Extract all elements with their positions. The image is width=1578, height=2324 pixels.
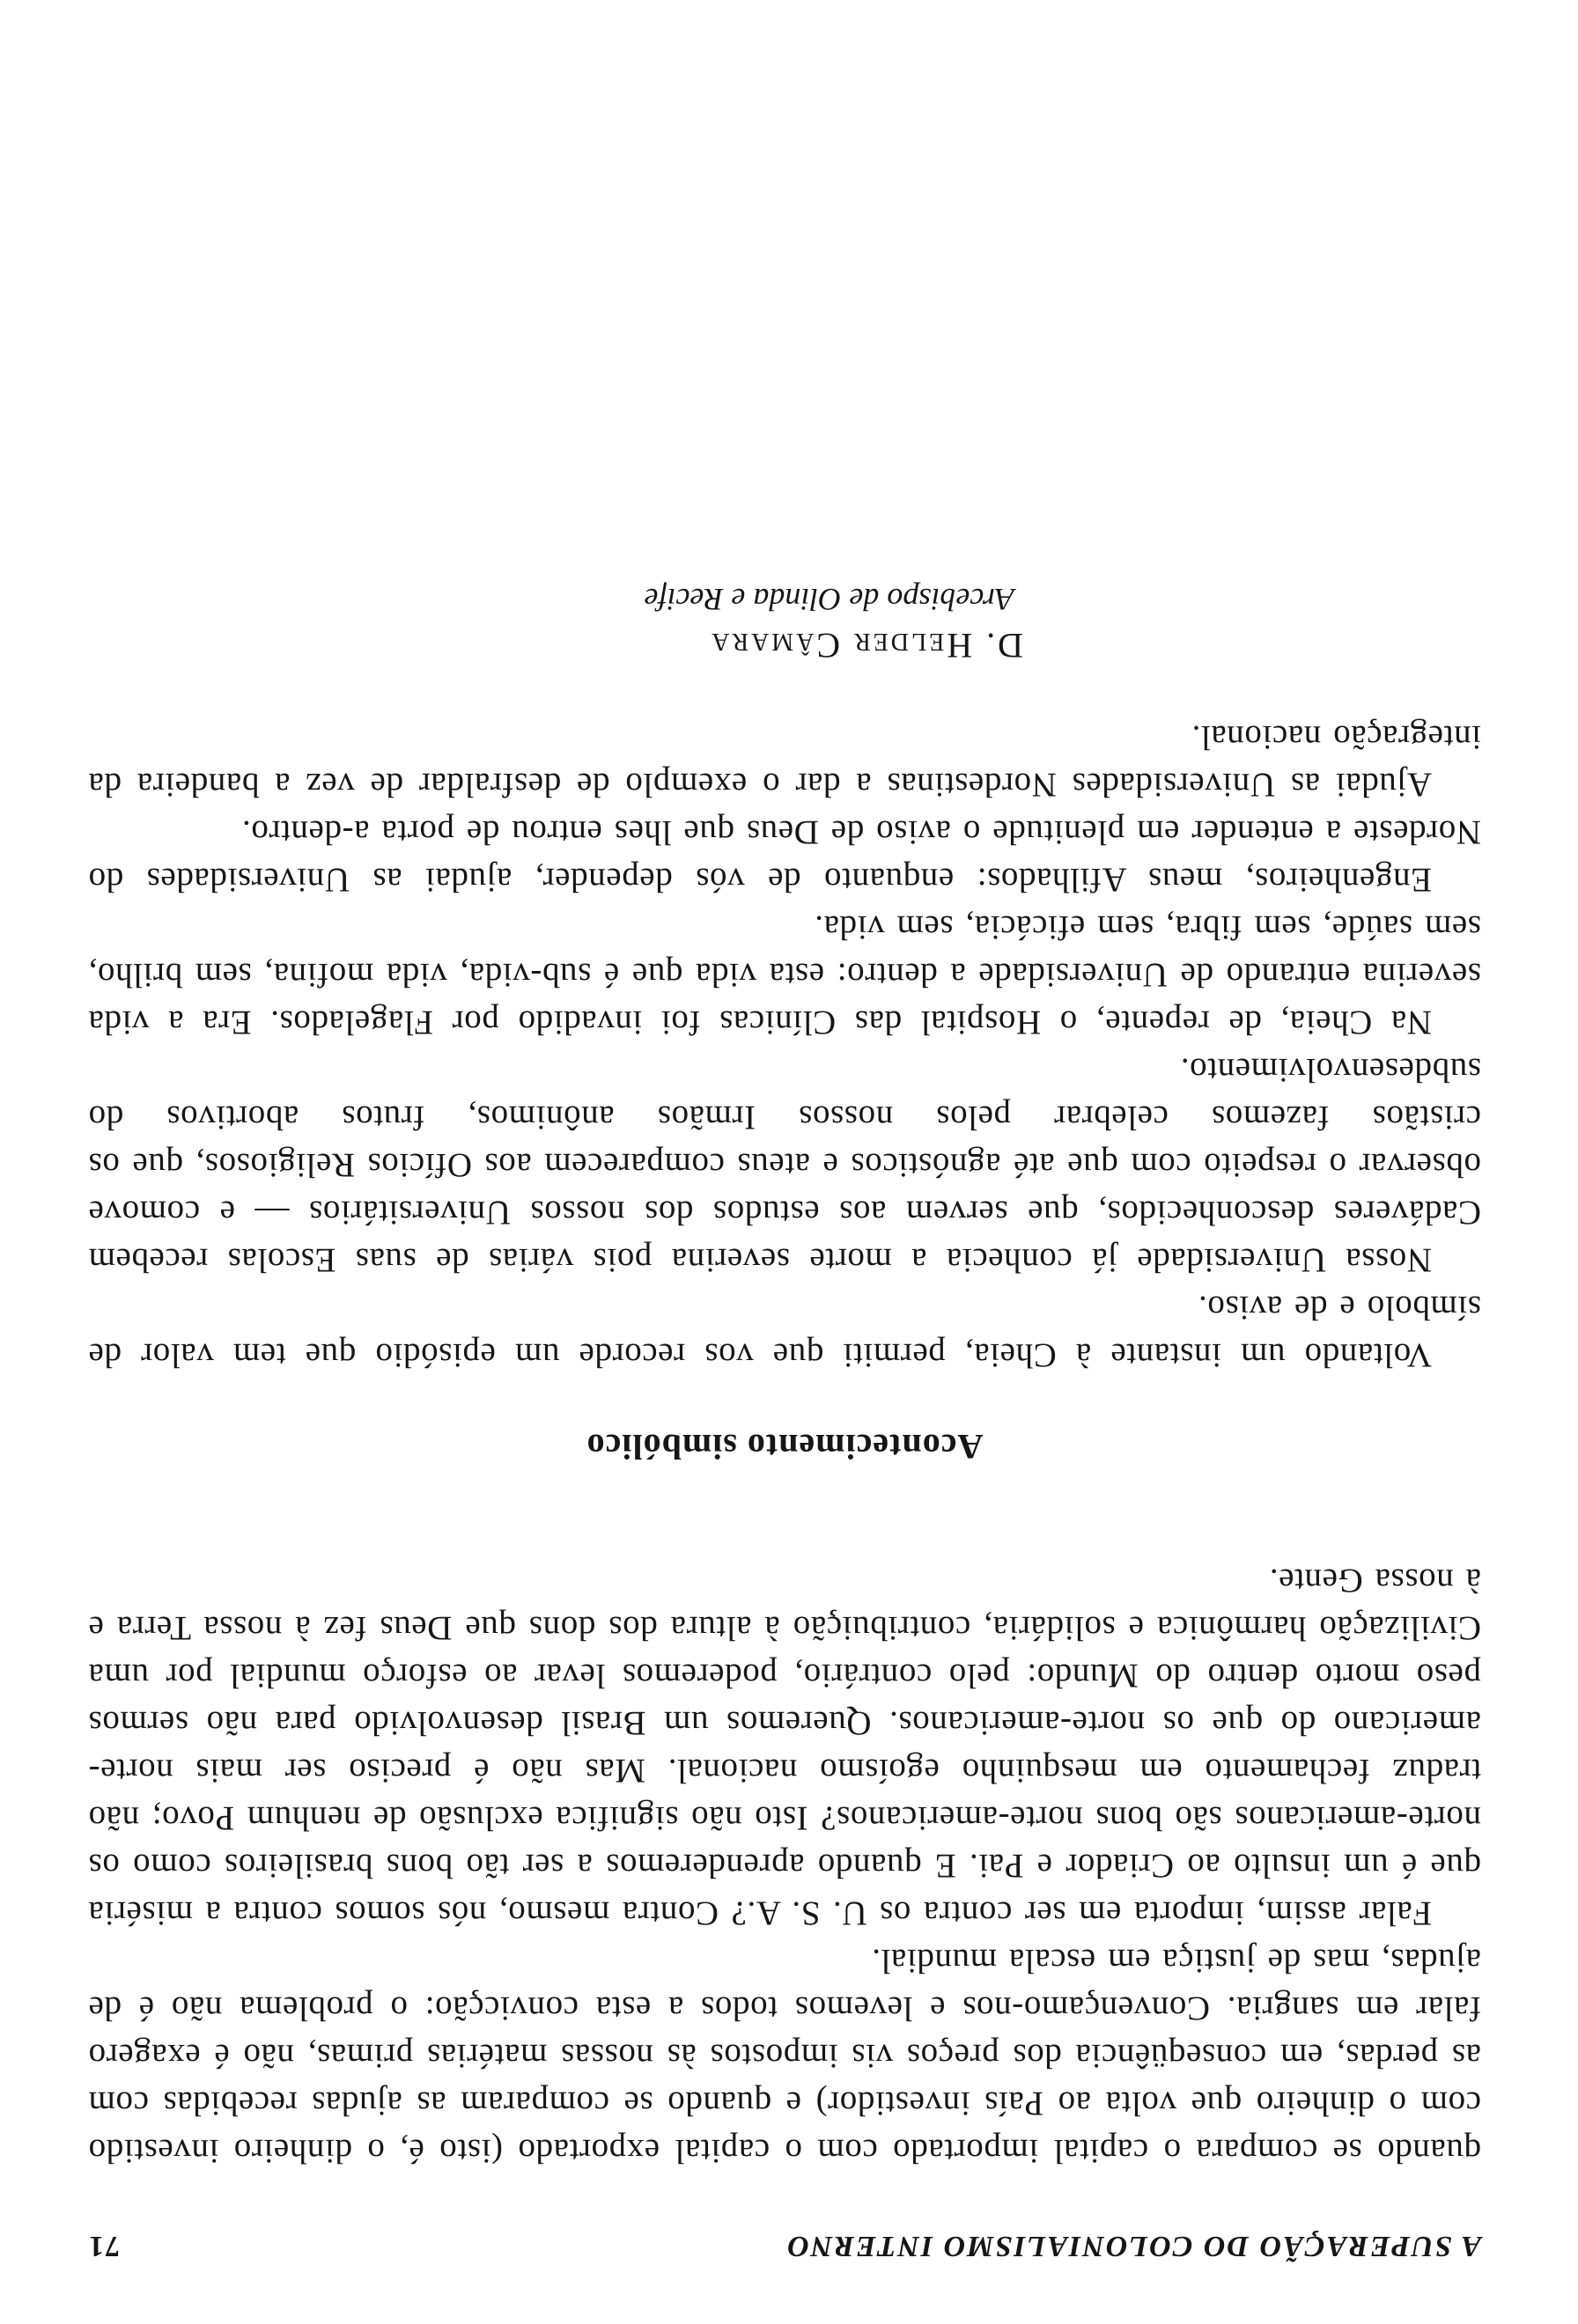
- page-content: [88, 577, 1481, 2262]
- signature-block: [88, 577, 1023, 669]
- paragraph: quando se compara o capital importado com o capital exportado (isto é, o dinheiro investido com o dinheiro que volta ao País investidor) e quando se comparam as ajudas recebidas com as perdas, em conseqüência dos preços vis impostos às nossas matérias primas, não é exagero falar em sangria. Convençamo-nos e levemos todos a esta convicção: o problema não é de ajudas, mas de justiça em escala mundial.: [88, 1942, 1481, 2170]
- running-head: [88, 2222, 1481, 2262]
- paragraph: Na Cheia, de repente, o Hospital das Clínicas foi invadido por Flagelados. Era a vida severina entrando de Universidade a dentro: esta vida que é sub-vida, vida mofina, sem brilho, sem saúde, sem fibra, sem eficácia, sem vida.: [88, 908, 1481, 1041]
- signature-title: Arcebispo de Olinda e Recife: [644, 582, 1014, 617]
- paragraph: Nossa Universidade já conhecia a morte severina pois várias de suas Escolas recebem Cadáveres desconhecidos, que servem aos estudos dos nossos Universitários — e comove observar o respeito com que até agnósticos e ateus comparecem aos Ofícios Religiosos, que os cristãos fazemos celebrar pelos nossos Irmãos anônimos, frutos abortivos do subdesenvolvimento.: [88, 1051, 1481, 1279]
- paragraph: Engenheiros, meus Afilhados: enquanto de vós depender, ajudai as Universidades do Nordeste a entender em plenitude o aviso de Deus que lhes entrou de porta a-dentro.: [88, 813, 1481, 899]
- section-heading: Acontecimento simbólico: [586, 1427, 984, 1467]
- paragraph: Falar assim, importa em ser contra os U. S. A.? Contra mesmo, nós somos contra a miséria que é um insulto ao Criador e Pai. E quando aprenderemos a ser tão bons brasileiros como os norte-americanos são bons norte-americanos? Isto não significa exclusão de nenhum Povo; não traduz fechamento em mesquinho egoísmo nacional. Mas não é preciso ser mais norte-americano do que os norte-americanos. Queremos um Brasil desenvolvido para não sermos peso morto dentro do Mundo: pelo contrário, poderemos levar ao esforço mundial por uma Civilização harmônica e solidária, contribuição à altura dos dons que Deus fez à nossa Terra e à nossa Gente.: [88, 1562, 1481, 1932]
- page-number: 71: [88, 2230, 120, 2262]
- paragraph: Ajudai as Universidades Nordestinas a dar o exemplo de desfraldar de vez a bandeira da integração nacional.: [88, 718, 1481, 804]
- signature-name: D. Helder Câmara: [709, 626, 1023, 666]
- running-head-title: A SUPERAÇÃO DO COLONIALISMO INTERNO: [785, 2230, 1481, 2262]
- paragraph: Voltando um instante à Cheia, permiti que vos recorde um episódio que tem valor de símbolo e de aviso.: [88, 1289, 1481, 1374]
